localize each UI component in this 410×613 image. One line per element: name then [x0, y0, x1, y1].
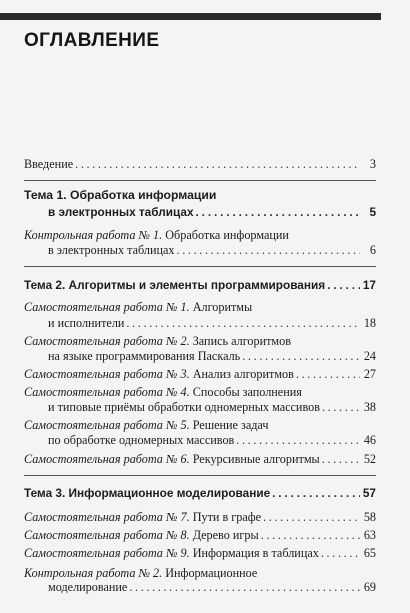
work-topic: Решение задач: [189, 418, 269, 432]
section-divider: [24, 180, 376, 181]
toc-entry-sr2[interactable]: [48, 349, 376, 363]
toc-entry-topic2[interactable]: [24, 278, 376, 292]
toc-entry-sr8[interactable]: [24, 528, 376, 542]
toc-entry-topic3[interactable]: [24, 486, 376, 500]
sr2-title[interactable]: [24, 334, 291, 348]
kr2-title[interactable]: [24, 566, 257, 580]
page-number: 38: [363, 400, 376, 414]
page-number: 69: [363, 580, 376, 594]
toc-entry-sr6[interactable]: [24, 452, 376, 466]
toc-entry-kr2[interactable]: [48, 580, 376, 594]
entry-text: на языке программирования Паскаль: [48, 349, 241, 363]
entry-text: и типовые приёмы обработки одномерных массивов: [48, 400, 320, 414]
page-number: 27: [363, 367, 376, 381]
entry-text: и исполнители: [48, 316, 125, 330]
leader-dots: [263, 510, 360, 524]
work-topic: Обработка информации: [162, 228, 289, 242]
work-topic: Рекурсивные алгоритмы: [189, 452, 320, 466]
page-number: 65: [363, 546, 376, 560]
entry-text: Тема 2. Алгоритмы и элементы программирования: [24, 278, 326, 292]
work-label: Самостоятельная работа № 2.: [24, 334, 190, 348]
section-divider: [24, 475, 376, 476]
toc-entry-sr4[interactable]: [48, 400, 376, 414]
page-title: ОГЛАВЛЕНИЕ: [24, 30, 160, 51]
leader-dots: [236, 433, 360, 447]
leader-dots: [126, 316, 360, 330]
leader-dots: [296, 367, 360, 381]
entry-text: [24, 510, 261, 524]
work-topic: Способы заполнения: [189, 385, 302, 399]
work-topic: Дерево игры: [189, 528, 259, 542]
leader-dots: [321, 546, 360, 560]
work-topic: Информация в таблицах: [189, 546, 319, 560]
section-divider: [24, 266, 376, 267]
leader-dots: [129, 580, 360, 594]
leader-dots: [322, 452, 360, 466]
entry-text: Тема 3. Информационное моделирование: [24, 486, 271, 500]
leader-dots: [196, 205, 360, 219]
work-topic: Запись алгоритмов: [189, 334, 291, 348]
entry-text: в электронных таблицах: [48, 205, 194, 219]
leader-dots: [327, 278, 360, 292]
leader-dots: [272, 486, 360, 500]
leader-dots: [322, 400, 360, 414]
leader-dots: [75, 157, 360, 171]
leader-dots: [177, 243, 360, 257]
entry-text: [24, 452, 320, 466]
sr1-title[interactable]: [24, 300, 252, 314]
entry-text: в электронных таблицах: [48, 243, 175, 257]
page-number: 52: [363, 452, 376, 466]
work-label: Самостоятельная работа № 6.: [24, 452, 190, 466]
entry-text: [24, 546, 319, 560]
work-label: Самостоятельная работа № 7.: [24, 510, 190, 524]
page-number: 5: [369, 205, 376, 219]
entry-text: [24, 367, 294, 381]
work-label: Самостоятельная работа № 3.: [24, 367, 190, 381]
page-number: 58: [363, 510, 376, 524]
leader-dots: [242, 349, 360, 363]
work-topic: Пути в графе: [189, 510, 262, 524]
topic1-title[interactable]: Тема 1. Обработка информации: [24, 188, 217, 202]
toc-entry-topic1[interactable]: [48, 205, 376, 219]
page-number: 3: [369, 157, 376, 171]
page-number: 6: [369, 243, 376, 257]
toc-entry-kr1[interactable]: [48, 243, 376, 257]
work-topic: Алгоритмы: [189, 300, 253, 314]
work-label: Самостоятельная работа № 1.: [24, 300, 190, 314]
work-label: Самостоятельная работа № 9.: [24, 546, 190, 560]
toc-entry-sr9[interactable]: [24, 546, 376, 560]
work-label: Самостоятельная работа № 8.: [24, 528, 190, 542]
toc-entry-sr5[interactable]: [48, 433, 376, 447]
sr4-title[interactable]: [24, 385, 302, 399]
toc-entry-intro[interactable]: [24, 157, 376, 171]
page-number: 46: [363, 433, 376, 447]
page-number: 63: [363, 528, 376, 542]
toc-entry-sr7[interactable]: [24, 510, 376, 524]
page-number: 17: [362, 278, 376, 292]
toc-entry-sr1[interactable]: [48, 316, 376, 330]
entry-text: [24, 528, 259, 542]
work-label: Самостоятельная работа № 5.: [24, 418, 190, 432]
entry-text: Введение: [24, 157, 74, 171]
work-topic: Информационное: [162, 566, 258, 580]
work-label: Контрольная работа № 2.: [24, 566, 163, 580]
entry-text: моделирование: [48, 580, 128, 594]
work-label: Контрольная работа № 1.: [24, 228, 163, 242]
sr5-title[interactable]: [24, 418, 268, 432]
page-number: 24: [363, 349, 376, 363]
leader-dots: [261, 528, 360, 542]
work-label: Самостоятельная работа № 4.: [24, 385, 190, 399]
page-number: 57: [362, 486, 376, 500]
entry-text: по обработке одномерных массивов: [48, 433, 235, 447]
page-number: 18: [363, 316, 376, 330]
kr1-title[interactable]: [24, 228, 289, 242]
work-topic: Анализ алгоритмов: [189, 367, 294, 381]
toc-entry-sr3[interactable]: [24, 367, 376, 381]
